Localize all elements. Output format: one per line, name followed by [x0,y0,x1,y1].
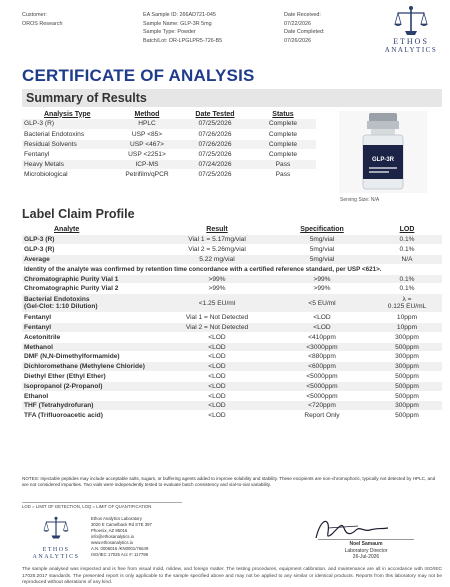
label-claim-row [22,264,442,274]
sample-type: Sample Type: Powder [143,29,196,36]
summary-analysis-type: Heavy Metals [22,159,114,169]
label-claim-row [22,332,442,342]
label-claim-row [22,255,442,265]
summary-status: Pass [250,159,316,169]
summary-date-tested: 07/26/2026 [180,139,250,149]
analyte-name: GLP-3 (R) [22,235,162,245]
col-lod: LOD [399,226,415,233]
analyte-specification: <5000ppm [272,381,372,391]
analyte-name: Methanol [22,342,162,352]
customer-label: Customer: [22,12,47,18]
address-line: Ethos Analytics Laboratory [91,516,142,521]
customer-name: OROS Research [22,20,63,27]
sample-name: Sample Name: GLP-3R 5mg [143,20,212,27]
analyte-lod: 500ppm [372,342,442,352]
analyte-lod: 0.1% [372,235,442,245]
summary-method: ICP-MS [114,159,180,169]
analyte-name-line: Bacterial Endotoxins [24,296,90,304]
label-claim-table [22,224,442,421]
address-line: 3020 E Camelback Rd STE 397 [91,522,152,527]
logo-wordmark-bottom: ANALYTICS [384,46,438,54]
analyte-lod [372,294,442,313]
analyte-specification: <880ppm [272,352,372,362]
summary-date-tested: 07/25/2026 [180,119,250,129]
lod-loq-legend: LOD = LIMIT OF DETECTION, LOQ = LIMIT OF QUANTIFICATION [22,504,152,509]
sample-info-block [143,11,222,45]
analyte-specification: <5000ppm [272,372,372,382]
notes-text: NOTES: Injectable peptides may include acceptable salts, sugars, or buffering agents added to improve solubility and stability. These excipients are non-chromophoric, typically not detected by HPLC, and are not considered impurities. Two vials were independently tested to evaluate batch consistency and vial-to-vial variability. [22,476,436,488]
analyte-result: <LOD [162,352,272,362]
ethos-logo [382,4,440,54]
identity-confirmation-note: Identity of the analyte was confirmed by retention time concordance with a certified reference standard, per USP <621>. [22,264,442,274]
summary-method: Petrifilm/qPCR [114,169,180,179]
analyte-lod-line: λ = [402,296,412,304]
summary-status: Complete [250,119,316,129]
analyte-name-line: (Gel-Clot: 1:10 Dilution) [24,303,98,311]
analyte-specification: <3000ppm [272,342,372,352]
analyte-lod: 300ppm [372,362,442,372]
label-claim-heading: Label Claim Profile [22,207,135,221]
analyte-lod: 0.1% [372,284,442,294]
analyte-name: Chromatographic Purity Vial 2 [22,284,162,294]
analyte-lod: 500ppm [372,411,442,421]
label-claim-row [22,323,442,333]
label-claim-row [22,372,442,382]
col-result: Result [206,226,228,233]
lab-address [91,516,152,558]
summary-row [22,159,316,169]
date-completed-label: Date Completed: [284,29,325,36]
col-method: Method [134,110,160,118]
date-received-label: Date Received: [284,12,321,18]
analyte-result: Vial 2 = 5.26mg/vial [162,245,272,255]
analyte-lod: 500ppm [372,372,442,382]
summary-status: Complete [250,149,316,159]
analyte-specification: 5mg/vial [272,245,372,255]
label-claim-row [22,401,442,411]
signer-title: Laboratory Director [344,547,388,554]
analyte-result: <LOD [162,391,272,401]
label-claim-row [22,362,442,372]
analyte-lod: 300ppm [372,401,442,411]
analyte-specification: <5000ppm [272,391,372,401]
analyte-specification: 5mg/vial [272,255,372,265]
analyte-lod: 500ppm [372,381,442,391]
analyte-result: <LOD [162,372,272,382]
summary-row [22,139,316,149]
analyte-result: <LOD [162,332,272,342]
summary-analysis-type: Residual Solvents [22,139,114,149]
analyte-result: <LOD [162,381,272,391]
analyte-result: >99% [162,274,272,284]
label-claim-row [22,352,442,362]
address-line: Phoenix, AZ 85016 [91,528,128,533]
summary-row [22,149,316,159]
analyte-name: Diethyl Ether (Ethyl Ether) [22,372,162,382]
summary-date-tested: 07/25/2026 [180,169,250,179]
col-analyte: Analyte [54,226,80,233]
scales-of-justice-icon [391,4,431,38]
analyte-specification: <600ppm [272,362,372,372]
analyte-result: <1.25 EU/ml [162,294,272,313]
analyte-result: <LOD [162,401,272,411]
col-status: Status [272,110,294,118]
product-vial-image [339,111,427,193]
address-email[interactable]: info@ethosanalytics.io [91,534,135,539]
analyte-specification: 5mg/vial [272,235,372,245]
analyte-name: Fentanyl [22,313,162,323]
summary-method: USP <85> [114,129,180,139]
analyte-specification: >99% [272,284,372,294]
analyte-specification: <5 EU/ml [272,294,372,313]
label-claim-row [22,274,442,284]
analyte-specification: <720ppm [272,401,372,411]
summary-method: USP <2251> [114,149,180,159]
analyte-result: 5.22 mg/vial [162,255,272,265]
analyte-name [22,294,162,313]
address-website[interactable]: www.ethosanalytics.io [91,540,134,545]
col-date-tested: Date Tested [195,110,235,118]
label-claim-row [22,391,442,401]
vial-label: GLP-3R [371,157,395,163]
label-claim-row [22,411,442,421]
summary-date-tested: 07/25/2026 [180,149,250,159]
analyte-lod-line: 0.125 EU/mL [387,303,427,311]
summary-analysis-type: Fentanyl [22,149,114,159]
analyte-specification: Report Only [272,411,372,421]
summary-header-row [22,109,316,119]
analyte-result: <LOD [162,362,272,372]
analyte-name: TFA (Trifluoroacetic acid) [22,411,162,421]
label-claim-row [22,284,442,294]
label-claim-row [22,342,442,352]
footer-logo-text: ETHOS ANALYTICS [32,547,80,560]
summary-analysis-type: GLP-3 (R) [22,119,114,129]
analyte-specification: <LOD [272,313,372,323]
analyte-specification: <410ppm [272,332,372,342]
address-line: A.N. 0006016 /KN0001/76649 [91,546,149,551]
date-received: 07/22/2026 [284,20,311,27]
footer-logo [30,514,82,561]
summary-table [22,109,316,180]
analyte-name: THF (Tetrahydrofuran) [22,401,162,411]
analyte-result: >99% [162,284,272,294]
customer-block [22,11,62,28]
analyte-name: Fentanyl [22,323,162,333]
logo-wordmark-top: ETHOS [393,37,429,46]
analyte-lod: 500ppm [372,391,442,401]
label-claim-row [22,381,442,391]
summary-date-tested: 07/24/2026 [180,159,250,169]
summary-method: USP <467> [114,139,180,149]
summary-status: Complete [250,129,316,139]
sign-date: 26-Jul-2026 [352,554,380,561]
summary-row [22,129,316,139]
analyte-specification: >99% [272,274,372,284]
summary-date-tested: 07/26/2026 [180,129,250,139]
legend-divider [22,502,182,503]
analyte-name: GLP-3 (R) [22,245,162,255]
signer-block [318,541,414,561]
dates-block [284,11,324,45]
col-analysis-type: Analysis Type [44,110,91,118]
address-line: ISO/IEC 17025 Acc #: 117798 [91,552,149,557]
summary-analysis-type: Bacterial Endotoxins [22,129,114,139]
summary-analysis-type: Microbiological [22,169,114,179]
analyte-result: Vial 1 = 5.17mg/vial [162,235,272,245]
analyte-lod: 300ppm [372,352,442,362]
col-specification: Specification [300,226,344,233]
page-title: CERTIFICATE OF ANALYSIS [22,66,255,85]
date-completed: 07/26/2026 [284,37,311,44]
analyte-name: Dichloromethane (Methylene Chloride) [22,362,162,372]
report-header [0,0,450,56]
analyte-result: <LOD [162,342,272,352]
analyte-name: Average [22,255,162,265]
label-claim-row [22,313,442,323]
disclaimer-text: The sample analysed was inspected and is free from visual mold, mildew, and foreign matter. The testing procedures, equipment calibration, and maintenance are all in accordance with ISO/IEC 17025:2017 standards. The presented report is only applicable to the sample specified above and may not be applied to any similar or identical products. Reports from this laboratory may not be reproduced without alterations of any kind. [22,567,442,586]
analyte-lod: 300ppm [372,332,442,342]
analyte-name: Isopropanol (2-Propanol) [22,381,162,391]
summary-row [22,169,316,179]
summary-status: Pass [250,169,316,179]
batch-lot: Batch/Lot: OR-LPGLPR5-726-B5 [143,37,223,44]
label-claim-row [22,294,442,313]
label-claim-row [22,245,442,255]
analyte-lod: 0.1% [372,245,442,255]
analyte-lod: 0.1% [372,274,442,284]
signature-line [318,539,414,540]
label-claim-row [22,235,442,245]
summary-method: HPLC [114,119,180,129]
analyte-name: Chromatographic Purity Vial 1 [22,274,162,284]
analyte-name: DMF (N,N-Dimethylformamide) [22,352,162,362]
sample-id: EA Sample ID: 266AD721-045 [143,12,216,18]
summary-heading: Summary of Results [22,89,442,107]
label-claim-header-row [22,224,442,235]
analyte-lod: N/A [372,255,442,265]
analyte-result: <LOD [162,411,272,421]
summary-status: Complete [250,139,316,149]
summary-row [22,119,316,129]
footer-scales-icon [41,514,71,542]
analyte-name: Acetonitrile [22,332,162,342]
analyte-result: Vial 1 = Not Detected [162,313,272,323]
analyte-lod: 10ppm [372,313,442,323]
analyte-name: Ethanol [22,391,162,401]
signer-name: Noel Samaum [349,541,383,547]
analyte-specification: <LOD [272,323,372,333]
analyte-result: Vial 2 = Not Detected [162,323,272,333]
analyte-lod: 10ppm [372,323,442,333]
serving-size: Serving Size: N/A [340,197,380,203]
